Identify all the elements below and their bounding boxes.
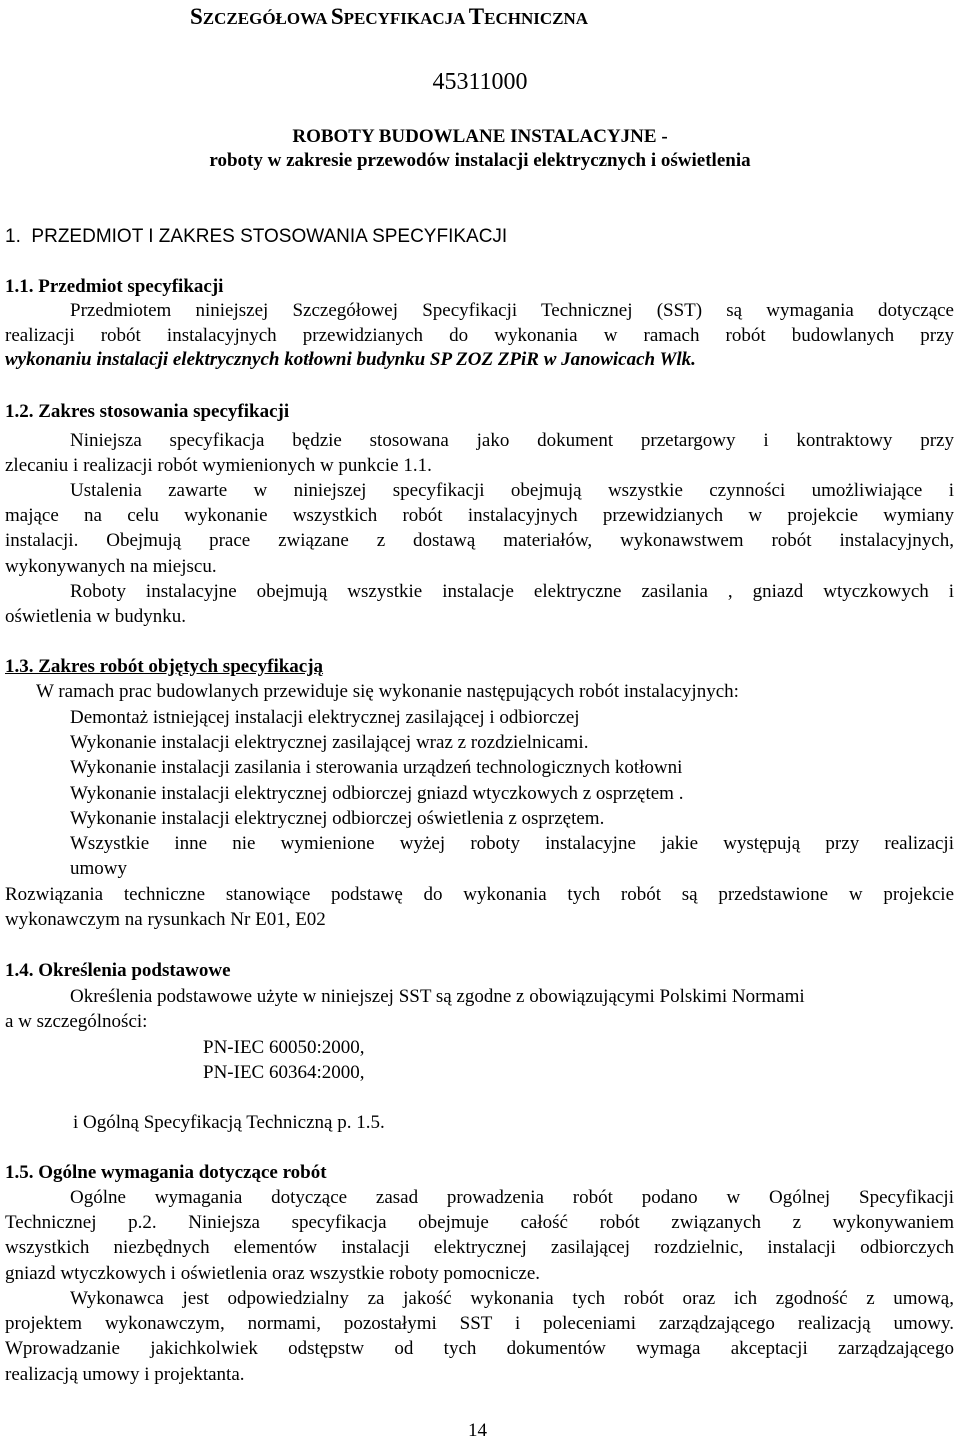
subtitle-1: ROBOTY BUDOWLANE INSTALACYJNE -	[292, 126, 668, 147]
section-1-5-line-5: Wykonawca jest odpowiedzialny za jakość wykonania tych robót oraz ich zgodność z umową,	[70, 1288, 954, 1309]
list-item: Wykonanie instalacji zasilania i sterowania urządzeń technologicznych kotłowni	[70, 757, 683, 778]
list-item: Wykonanie instalacji elektrycznej zasilającej wraz z rozdzielnicami.	[70, 732, 589, 753]
section-1-4-line-3: i Ogólną Specyfikacją Techniczną p. 1.5.	[73, 1112, 385, 1133]
list-item: Wszystkie inne nie wymienione wyżej roboty instalacyjne jakie występują przy realizacji	[70, 833, 954, 854]
section-1-5-line-3: wszystkich niezbędnych elementów instalacji elektrycznej zasilającej rozdzielnic, instalacji odbiorczych	[5, 1237, 954, 1258]
norm-reference: PN-IEC 60050:2000,	[203, 1037, 365, 1058]
section-1-1-line-2: realizacji robót instalacyjnych przewidzianych do wykonania w ramach robót budowlanych przy	[5, 325, 954, 346]
section-1-2-line-4: mające na celu wykonanie wszystkich robót instalacyjnych przewidzianych w projekcie wymiany	[5, 505, 954, 526]
subtitle-2: roboty w zakresie przewodów instalacji elektrycznych i oświetlenia	[209, 150, 751, 171]
section-1-2-line-2: zlecaniu i realizacji robót wymienionych w punkcie 1.1.	[5, 455, 432, 476]
section-1-4-line-2: a w szczególności:	[5, 1011, 148, 1032]
section-1-5-line-2: Technicznej p.2. Niniejsza specyfikacja obejmuje całość robót związanych z wykonywaniem	[5, 1212, 954, 1233]
section-1-5-line-1: Ogólne wymagania dotyczące zasad prowadzenia robót podano w Ogólnej Specyfikacji	[70, 1187, 954, 1208]
cpv-code: 45311000	[432, 69, 528, 95]
document-title: SZCZEGÓŁOWA SPECYFIKACJA TECHNICZNA	[190, 4, 589, 29]
section-1-2-line-3: Ustalenia zawarte w niniejszej specyfikacji obejmują wszystkie czynności umożliwiające i	[70, 480, 954, 501]
norm-reference: PN-IEC 60364:2000,	[203, 1062, 365, 1083]
section-1-3-after-line-1: Rozwiązania techniczne stanowiące podstawę do wykonania tych robót są przedstawione w projekcie	[5, 884, 954, 905]
list-item: Wykonanie instalacji elektrycznej odbiorczej gniazd wtyczkowych z osprzętem .	[70, 783, 684, 804]
section-1-5-line-6: projektem wykonawczym, normami, pozostałymi SST i poleceniami zarządzającego realizacją umowy.	[5, 1313, 954, 1334]
list-item: Demontaż istniejącej instalacji elektrycznej zasilającej i odbiorczej	[70, 707, 580, 728]
section-1-2-heading: 1.2. Zakres stosowania specyfikacji	[5, 401, 290, 422]
section-1-5-line-7: Wprowadzanie jakichkolwiek odstępstw od tych dokumentów wymaga akceptacji zarządzającego	[5, 1338, 954, 1359]
section-1-1-heading: 1.1. Przedmiot specyfikacji	[5, 276, 224, 297]
section-1-5-line-4: gniazd wtyczkowych i oświetlenia oraz wszystkie roboty pomocnicze.	[5, 1263, 540, 1284]
section-1-4-heading: 1.4. Określenia podstawowe	[5, 960, 231, 981]
section-1-heading: 1. PRZEDMIOT I ZAKRES STOSOWANIA SPECYFIKACJI	[5, 226, 508, 247]
list-item-continuation: umowy	[70, 858, 127, 879]
section-1-2-line-1: Niniejsza specyfikacja będzie stosowana jako dokument przetargowy i kontraktowy przy	[70, 430, 954, 451]
section-1-3-intro: W ramach prac budowlanych przewiduje się wykonanie następujących robót instalacyjnych:	[36, 681, 739, 702]
section-1-2-line-6: wykonywanych na miejscu.	[5, 556, 217, 577]
section-1-4-line-1: Określenia podstawowe użyte w niniejszej SST są zgodne z obowiązującymi Polskimi Normami	[70, 986, 805, 1007]
section-1-1-line-3: wykonaniu instalacji elektrycznych kotłowni budynku SP ZOZ ZPiR w Janowicach Wlk.	[5, 349, 696, 370]
section-1-1-line-1: Przedmiotem niniejszej Szczegółowej Specyfikacji Technicznej (SST) są wymagania dotyczące	[70, 300, 954, 321]
section-1-3-after-line-2: wykonawczym na rysunkach Nr E01, E02	[5, 909, 326, 930]
section-1-5-line-8: realizacją umowy i projektanta.	[5, 1364, 245, 1385]
section-1-2-line-7: Roboty instalacyjne obejmują wszystkie instalacje elektryczne zasilania , gniazd wtyczkowych i	[70, 581, 954, 602]
section-1-3-heading: 1.3. Zakres robót objętych specyfikacją	[5, 656, 324, 677]
section-1-2-line-8: oświetlenia w budynku.	[5, 606, 187, 627]
list-item: Wykonanie instalacji elektrycznej odbiorczej oświetlenia z osprzętem.	[70, 808, 605, 829]
section-1-5-heading: 1.5. Ogólne wymagania dotyczące robót	[5, 1162, 327, 1183]
section-1-2-line-5: instalacji. Obejmują prace związane z dostawą materiałów, wykonawstwem robót instalacyjnych,	[5, 530, 954, 551]
page-number: 14	[468, 1420, 487, 1441]
